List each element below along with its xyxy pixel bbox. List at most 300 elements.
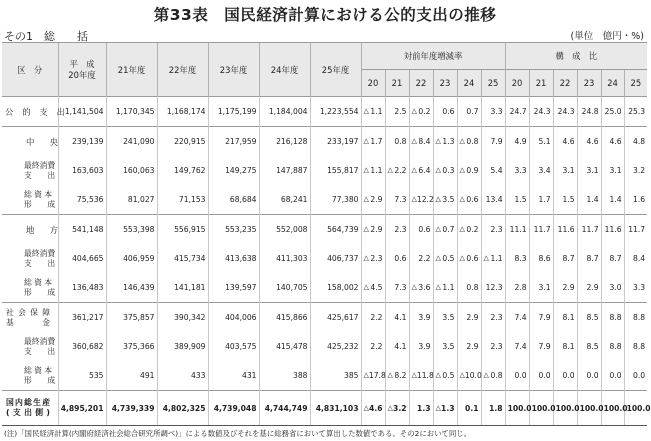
ratio-cell: 11.6 [601, 215, 624, 245]
table-row [2, 273, 647, 303]
growth-value: 2.5 [394, 107, 407, 116]
row-label-label1: 総資本 [24, 277, 52, 287]
growth-cell [481, 185, 505, 215]
growth-cell [361, 273, 385, 303]
negative-mark: △ [387, 403, 393, 412]
ratio-cell: 0.0 [529, 361, 553, 391]
growth-value: 2.3 [490, 342, 503, 351]
amount-cell: 241,090 [106, 127, 157, 157]
public-expenditure-table [2, 42, 651, 426]
ratio-cell: 7.9 [529, 332, 553, 361]
growth-cell [409, 97, 433, 127]
ratio-cell: 1.4 [577, 185, 601, 215]
negative-mark: △ [387, 371, 393, 379]
ratio-cell: 5.1 [529, 127, 553, 157]
ratio-cell: 2.9 [553, 273, 577, 303]
negative-mark: △ [363, 195, 369, 203]
growth-value: 0.2 [418, 107, 431, 116]
row-label-label1: 総資本 [24, 365, 52, 375]
negative-mark: △ [435, 283, 441, 291]
header-fy25: 25年度 [310, 43, 361, 97]
amount-cell: 4,802,325 [157, 391, 208, 426]
growth-value: 1.3 [442, 137, 455, 146]
growth-cell [481, 332, 505, 361]
ratio-cell: 2.8 [505, 273, 529, 303]
ratio-cell: 0.0 [553, 361, 577, 391]
ratio-cell: 8.1 [553, 303, 577, 333]
table-row [2, 97, 647, 127]
ratio-cell: 8.8 [601, 303, 624, 333]
negative-mark: △ [459, 254, 465, 262]
growth-cell [433, 332, 457, 361]
table-row [2, 215, 647, 245]
growth-cell [457, 391, 481, 426]
row-label [2, 215, 58, 245]
growth-cell [457, 156, 481, 185]
header-growth-year: 25 [481, 70, 505, 97]
growth-cell [385, 156, 409, 185]
ratio-cell: 0.0 [505, 361, 529, 391]
header-growth: 対前年度増減率 [361, 43, 505, 70]
growth-cell [457, 185, 481, 215]
negative-mark: △ [363, 137, 369, 145]
growth-value: 3.9 [418, 342, 431, 351]
ratio-cell: 7.4 [505, 332, 529, 361]
amount-cell: 163,603 [58, 156, 106, 185]
growth-cell [481, 244, 505, 273]
ratio-cell: 4.6 [601, 127, 624, 157]
header-growth-year: 23 [433, 70, 457, 97]
amount-cell: 4,895,201 [58, 391, 106, 426]
growth-cell [457, 215, 481, 245]
negative-mark: △ [435, 166, 441, 174]
growth-value: 0.7 [442, 225, 455, 234]
ratio-cell: 11.7 [577, 215, 601, 245]
negative-mark: △ [435, 371, 441, 379]
growth-cell [385, 97, 409, 127]
growth-cell [433, 361, 457, 391]
growth-value: 0.5 [442, 371, 455, 380]
growth-value: 1.8 [489, 403, 503, 413]
ratio-cell: 4.9 [505, 127, 529, 157]
row-label-label2: 支 出 [24, 346, 56, 356]
negative-mark: △ [459, 195, 465, 203]
row-label-label1: 最終消費 [24, 336, 56, 346]
amount-cell: 564,739 [310, 215, 361, 245]
ratio-cell: 8.7 [601, 244, 624, 273]
table-subtitle: その1 総 括 [4, 30, 88, 43]
amount-cell: 158,002 [310, 273, 361, 303]
header-growth-year: 22 [409, 70, 433, 97]
amount-cell: 360,682 [58, 332, 106, 361]
growth-cell [409, 361, 433, 391]
row-label [2, 332, 58, 361]
row-label-label2: 形 成 [24, 199, 56, 209]
negative-mark: △ [459, 166, 465, 174]
amount-cell: 149,275 [208, 156, 259, 185]
ratio-cell: 8.5 [577, 332, 601, 361]
row-label-label1: 国内総生産 [6, 398, 50, 407]
ratio-cell: 3.1 [601, 156, 624, 185]
amount-cell: 4,739,048 [208, 391, 259, 426]
amount-cell: 361,217 [58, 303, 106, 333]
growth-value: 7.3 [394, 283, 407, 292]
row-label [2, 244, 58, 273]
amount-cell: 4,831,103 [310, 391, 361, 426]
amount-cell: 149,762 [157, 156, 208, 185]
ratio-cell: 100.0 [624, 391, 647, 426]
ratio-cell: 1.6 [624, 185, 647, 215]
row-label-label2: 支 出 [24, 170, 56, 180]
growth-value: 8.4 [418, 137, 431, 146]
ratio-cell: 3.1 [577, 156, 601, 185]
negative-mark: △ [459, 137, 465, 145]
footnote: (注)「国民経済計算(内閣府経済社会総合研究所調べ)」による数値及びそれを基に総務省において算出した数値である。その2において同じ。 [4, 429, 472, 438]
growth-value: 1.1 [370, 166, 383, 175]
growth-cell [361, 215, 385, 245]
amount-cell: 390,342 [157, 303, 208, 333]
table-body [2, 97, 651, 426]
ratio-cell: 8.8 [624, 332, 647, 361]
growth-value: 0.6 [394, 254, 407, 263]
growth-cell [385, 391, 409, 426]
growth-value: 0.8 [490, 371, 503, 380]
header-growth-year: 21 [385, 70, 409, 97]
ratio-cell: 7.4 [505, 303, 529, 333]
growth-value: 4.1 [394, 342, 407, 351]
growth-cell [409, 391, 433, 426]
amount-cell: 75,536 [58, 185, 106, 215]
growth-cell [385, 361, 409, 391]
negative-mark: △ [411, 107, 417, 115]
growth-cell [481, 127, 505, 157]
growth-value: 3.3 [490, 107, 503, 116]
amount-cell: 404,006 [208, 303, 259, 333]
growth-value: 12.3 [485, 283, 503, 292]
amount-cell: 155,817 [310, 156, 361, 185]
growth-cell [385, 303, 409, 333]
growth-cell [433, 391, 457, 426]
growth-cell [433, 273, 457, 303]
negative-mark: △ [435, 254, 441, 262]
amount-cell: 415,866 [259, 303, 310, 333]
row-label-text: 中 央 [26, 136, 58, 147]
header-ratio-year: 20 [505, 70, 529, 97]
growth-value: 2.2 [370, 342, 383, 351]
ratio-cell: 3.4 [529, 156, 553, 185]
ratio-cell: 3.3 [624, 273, 647, 303]
amount-cell: 68,241 [259, 185, 310, 215]
row-label [2, 361, 58, 391]
growth-cell [409, 185, 433, 215]
growth-cell [433, 156, 457, 185]
negative-mark: △ [435, 225, 441, 233]
negative-mark: △ [411, 371, 417, 379]
amount-cell: 552,008 [259, 215, 310, 245]
amount-cell: 433 [157, 361, 208, 391]
growth-cell [433, 97, 457, 127]
amount-cell: 77,380 [310, 185, 361, 215]
ratio-cell: 0.0 [624, 361, 647, 391]
amount-cell: 216,128 [259, 127, 310, 157]
ratio-cell: 1.5 [505, 185, 529, 215]
growth-cell [481, 303, 505, 333]
growth-value: 1.1 [490, 254, 503, 263]
header-fy20-line1: 平 成 [69, 58, 95, 69]
amount-cell: 413,638 [208, 244, 259, 273]
ratio-cell: 3.1 [529, 273, 553, 303]
ratio-cell: 24.3 [553, 97, 577, 127]
growth-value: 0.6 [442, 107, 455, 116]
amount-cell: 491 [106, 361, 157, 391]
growth-value: 3.9 [418, 313, 431, 322]
amount-cell: 1,184,004 [259, 97, 310, 127]
ratio-cell: 11.6 [553, 215, 577, 245]
amount-cell: 415,734 [157, 244, 208, 273]
amount-cell: 556,915 [157, 215, 208, 245]
ratio-cell: 4.6 [553, 127, 577, 157]
header-ratio-year: 25 [624, 70, 647, 97]
growth-value: 0.8 [466, 137, 479, 146]
growth-value: 7.3 [394, 195, 407, 204]
growth-value: 3.5 [442, 195, 455, 204]
amount-cell: 1,175,199 [208, 97, 259, 127]
growth-cell [385, 185, 409, 215]
header-category: 区 分 [2, 43, 58, 97]
negative-mark: △ [435, 195, 441, 203]
growth-value: 2.2 [394, 166, 407, 175]
negative-mark: △ [387, 166, 393, 174]
amount-cell: 389,909 [157, 332, 208, 361]
amount-cell: 233,197 [310, 127, 361, 157]
row-label-label2: 形 成 [24, 287, 56, 297]
growth-cell [361, 391, 385, 426]
growth-cell [361, 244, 385, 273]
amount-cell: 1,168,174 [157, 97, 208, 127]
ratio-cell: 24.7 [505, 97, 529, 127]
growth-value: 2.9 [370, 225, 383, 234]
growth-value: 13.4 [485, 195, 503, 204]
growth-cell [409, 215, 433, 245]
header-fy24: 24年度 [259, 43, 310, 97]
amount-cell: 375,366 [106, 332, 157, 361]
negative-mark: △ [363, 225, 369, 233]
table-row [2, 303, 647, 333]
growth-cell [481, 361, 505, 391]
amount-cell: 81,027 [106, 185, 157, 215]
negative-mark: △ [363, 371, 369, 379]
row-label-label1: 社会保障 [6, 307, 50, 317]
growth-cell [481, 273, 505, 303]
growth-cell [409, 127, 433, 157]
negative-mark: △ [411, 195, 417, 203]
negative-mark: △ [483, 371, 489, 379]
row-label-text: 公的支出 [5, 106, 65, 117]
ratio-cell: 1.7 [529, 185, 553, 215]
amount-cell: 4,739,339 [106, 391, 157, 426]
growth-value: 5.4 [490, 166, 503, 175]
table-row [2, 185, 647, 215]
ratio-cell: 100.0 [505, 391, 529, 426]
growth-value: 10.0 [464, 371, 482, 380]
ratio-cell: 100.0 [577, 391, 601, 426]
row-label-label1: 最終消費 [24, 248, 56, 258]
table-row [2, 332, 647, 361]
amount-cell: 403,575 [208, 332, 259, 361]
table-row [2, 361, 647, 391]
growth-value: 7.9 [490, 137, 503, 146]
growth-cell [361, 97, 385, 127]
growth-cell [457, 127, 481, 157]
header-ratio-year: 21 [529, 70, 553, 97]
negative-mark: △ [411, 283, 417, 291]
header-fy22: 22年度 [157, 43, 208, 97]
row-label-label1: 総資本 [24, 189, 52, 199]
growth-value: 6.4 [418, 166, 431, 175]
header-growth-year: 20 [361, 70, 385, 97]
header-ratio: 構 成 比 [505, 43, 647, 70]
amount-cell: 406,959 [106, 244, 157, 273]
growth-value: 4.1 [394, 313, 407, 322]
negative-mark: △ [459, 225, 465, 233]
ratio-cell: 8.7 [553, 244, 577, 273]
amount-cell: 553,398 [106, 215, 157, 245]
amount-cell: 147,887 [259, 156, 310, 185]
growth-value: 2.3 [490, 225, 503, 234]
growth-value: 8.2 [394, 371, 407, 380]
header-growth-year: 24 [457, 70, 481, 97]
growth-value: 17.8 [368, 371, 386, 380]
growth-value: 11.8 [416, 371, 434, 380]
growth-cell [385, 244, 409, 273]
negative-mark: △ [483, 254, 489, 262]
ratio-cell: 24.8 [577, 97, 601, 127]
growth-value: 0.6 [466, 254, 479, 263]
table-row [2, 156, 647, 185]
ratio-cell: 24.3 [529, 97, 553, 127]
growth-cell [361, 303, 385, 333]
ratio-cell: 100.0 [601, 391, 624, 426]
growth-value: 3.5 [442, 313, 455, 322]
amount-cell: 431 [208, 361, 259, 391]
growth-cell [433, 185, 457, 215]
ratio-cell: 0.0 [577, 361, 601, 391]
growth-value: 0.6 [466, 195, 479, 204]
growth-cell [433, 244, 457, 273]
ratio-cell: 8.6 [529, 244, 553, 273]
growth-value: 1.3 [417, 403, 431, 413]
growth-value: 3.5 [442, 342, 455, 351]
amount-cell: 1,170,345 [106, 97, 157, 127]
growth-value: 0.9 [466, 166, 479, 175]
amount-cell: 406,737 [310, 244, 361, 273]
header-fy23: 23年度 [208, 43, 259, 97]
growth-cell [385, 215, 409, 245]
growth-value: 1.3 [441, 403, 455, 413]
growth-cell [481, 97, 505, 127]
ratio-cell: 4.6 [577, 127, 601, 157]
negative-mark: △ [435, 137, 441, 145]
ratio-cell: 11.1 [505, 215, 529, 245]
growth-value: 4.6 [369, 403, 383, 413]
growth-cell [361, 127, 385, 157]
growth-cell [361, 332, 385, 361]
growth-cell [481, 391, 505, 426]
ratio-cell: 11.7 [529, 215, 553, 245]
row-label [2, 185, 58, 215]
header-fy21: 21年度 [106, 43, 157, 97]
page-title: 第33表 国民経済計算における公的支出の推移 [153, 6, 497, 24]
growth-cell [385, 332, 409, 361]
header-fy20-line2: 20年度 [68, 69, 96, 80]
growth-value: 0.7 [466, 107, 479, 116]
amount-cell: 553,235 [208, 215, 259, 245]
amount-cell: 220,915 [157, 127, 208, 157]
growth-cell [481, 156, 505, 185]
row-label-label1: 最終消費 [24, 160, 56, 170]
growth-cell [409, 303, 433, 333]
ratio-cell: 25.0 [601, 97, 624, 127]
ratio-cell: 2.9 [577, 273, 601, 303]
row-label [2, 127, 58, 157]
growth-value: 0.8 [466, 283, 479, 292]
growth-cell [409, 244, 433, 273]
amount-cell: 425,232 [310, 332, 361, 361]
growth-cell [409, 273, 433, 303]
growth-value: 2.9 [370, 195, 383, 204]
amount-cell: 68,684 [208, 185, 259, 215]
amount-cell: 239,139 [58, 127, 106, 157]
growth-cell [481, 215, 505, 245]
growth-cell [385, 127, 409, 157]
amount-cell: 425,617 [310, 303, 361, 333]
table-row [2, 391, 647, 426]
row-label [2, 303, 58, 333]
ratio-cell: 8.8 [624, 303, 647, 333]
amount-cell: 375,857 [106, 303, 157, 333]
row-label-label2: 支 出 [24, 258, 56, 268]
ratio-cell: 11.7 [624, 215, 647, 245]
growth-cell [385, 273, 409, 303]
header-ratio-year: 23 [577, 70, 601, 97]
growth-value: 1.1 [442, 283, 455, 292]
amount-cell: 141,181 [157, 273, 208, 303]
amount-cell: 4,744,749 [259, 391, 310, 426]
growth-value: 2.2 [370, 313, 383, 322]
ratio-cell: 8.1 [553, 332, 577, 361]
growth-value: 0.3 [442, 166, 455, 175]
amount-cell: 217,959 [208, 127, 259, 157]
growth-value: 2.3 [394, 225, 407, 234]
ratio-cell: 25.3 [624, 97, 647, 127]
header-ratio-year: 22 [553, 70, 577, 97]
table-row [2, 127, 647, 157]
growth-cell [457, 332, 481, 361]
ratio-cell: 3.1 [553, 156, 577, 185]
growth-cell [457, 97, 481, 127]
ratio-cell: 8.8 [601, 332, 624, 361]
ratio-cell: 3.0 [601, 273, 624, 303]
row-label [2, 156, 58, 185]
amount-cell: 411,303 [259, 244, 310, 273]
amount-cell: 385 [310, 361, 361, 391]
growth-value: 2.3 [370, 254, 383, 263]
growth-cell [433, 127, 457, 157]
row-label [2, 273, 58, 303]
growth-cell [361, 361, 385, 391]
amount-cell: 388 [259, 361, 310, 391]
negative-mark: △ [363, 166, 369, 174]
